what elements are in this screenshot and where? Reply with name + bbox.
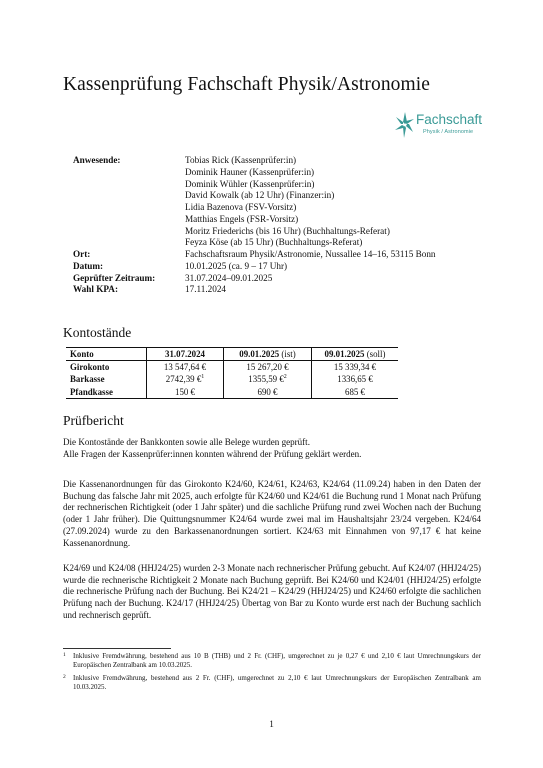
cell-value [312, 386, 399, 399]
info-key: Wahl KPA: [73, 284, 119, 295]
info-value: Dominik Hauner (Kassenprüfer:in) [185, 166, 315, 177]
info-value: Feyza Köse (ab 15 Uhr) (Buchhaltungs-Referat) [185, 237, 363, 248]
cell-amount: 1355,59 € [248, 374, 284, 385]
kontostaende-heading: Kontostände [63, 325, 132, 340]
cell-value [147, 361, 224, 374]
pruefbericht-paragraph-1 [63, 479, 481, 549]
info-value: 31.07.2024–09.01.2025 [185, 272, 273, 283]
cell-value [312, 373, 399, 385]
kontostaende-table [66, 347, 398, 399]
footnote-ref: 2 [283, 374, 287, 381]
pruefbericht-paragraph-2 [63, 563, 481, 622]
info-value: Dominik Wühler (Kassenprüfer:in) [185, 178, 315, 189]
info-value: Fachschaftsraum Physik/Astronomie, Nussallee 14–16, 53115 Bonn [185, 249, 436, 259]
cell-value [224, 361, 312, 374]
cell-value [312, 361, 399, 374]
info-value: Lidia Bazenova (FSV-Vorsitz) [185, 202, 297, 212]
footnote-divider [63, 648, 171, 649]
col-header-date2 [224, 348, 312, 361]
cell-value [147, 386, 224, 399]
logo-star-icon [394, 110, 416, 140]
cell-amount: 13 547,64 € [163, 362, 207, 373]
cell-amount: 685 € [345, 386, 365, 397]
pruefbericht-intro [63, 437, 481, 460]
footnote-text: Inklusive Fremdwährung, bestehend aus 2 Fr. (CHF), umgerechnet zu 2,10 € laut Umrechnungskurs der Europäischen Zentralbank am 10.03.2025. [73, 674, 481, 692]
col-header-date2-value: 09.01.2025 [239, 349, 280, 359]
col-header-konto: Konto [66, 348, 147, 361]
cell-value [147, 373, 224, 385]
row-label: Pfandkasse [66, 386, 147, 399]
info-key: Ort: [73, 249, 91, 259]
info-value: 17.11.2024 [185, 284, 227, 295]
col-header-date1: 31.07.2024 [147, 348, 224, 361]
table-row [66, 373, 398, 385]
intro-line: Die Kontostände der Bankkonten sowie alle Belege wurden geprüft. [63, 437, 310, 447]
footnote-ref: 1 [201, 374, 205, 381]
cell-amount: 2742,39 € [165, 374, 202, 385]
cell-amount: 15 267,20 € [246, 362, 289, 373]
table-row [66, 386, 398, 399]
table-row [66, 361, 398, 374]
footnote-text: Inklusive Fremdwährung, bestehend aus 10 B (THB) und 2 Fr. (CHF), umgerechnet zu je 0,27 € und 2,10 € laut Umrechnungskurs der Europäischen Zentralbank am 10.03.2025. [73, 652, 481, 670]
info-key: Anwesende: [73, 155, 121, 165]
col-header-date2-note: (ist) [281, 349, 296, 359]
cell-value [224, 373, 312, 385]
logo-text: Fachschaft [416, 112, 483, 127]
paragraph-text: Die Kassenanordnungen für das Girokonto K24/60, K24/61, K24/63, K24/64 (11.09.24) haben in den Daten der Buchung das falsche Jahr mit 2025, auch erfolgte für K24/60 und K24/61 die Buchung rund 1 Monat nach Prüfung der rechnerischen Richtigkeit (oder 1 Jahr später) und die sachliche Prüfung rund zwei Wochen nach der Buchung (oder 1 Jahr früher). Die Quittungsnummer K24/64 wurde zwei mal im Haushaltsjahr 23/24 vergeben. K24/64 (27.09.2024) wurde zu den Barkassenanordnungen sortiert. K24/63 mit Einnahmen von 97,17 € hat keine Kassenanordnung. [63, 479, 481, 548]
footnote [63, 674, 481, 692]
footnote [63, 652, 481, 670]
table-header-row [66, 348, 398, 361]
cell-value [224, 386, 312, 399]
col-header-date3 [312, 348, 399, 361]
info-value: 10.01.2025 (ca. 9 – 17 Uhr) [185, 260, 288, 271]
logo-subtext: Physik / Astronomie [423, 129, 474, 135]
info-key: Datum: [73, 260, 104, 271]
row-label: Barkasse [70, 374, 105, 385]
cell-amount: 15 339,34 € [333, 362, 377, 373]
cell-amount: 690 € [257, 386, 278, 397]
info-value: Tobias Rick (Kassenprüfer:in) [185, 155, 297, 165]
cell-amount: 1336,65 € [337, 374, 373, 385]
paragraph-text: K24/69 und K24/08 (HHJ24/25) wurden 2-3 Monate nach rechnerischer Prüfung gebucht. Auf K24/07 (HHJ24/25) wurde die rechnerische Richtigkeit 2 Monate nach Buchung geprüft. Bei K24/60 und K24/01 (HHJ24/25) erfolgte die rechnerische Prüfung nach der Buchung. Bei K24/21 – K24/29 (HHJ24/25) und K24/60 erfolgte die sachlichen Prüfung nach der Buchung. K24/17 (HHJ24/25) Übertag von Bar zu Konto wurde erst nach der Buchung sachlich und rechnerisch geprüft. [63, 563, 481, 620]
info-key: Geprüfter Zeitraum: [73, 272, 156, 283]
intro-line: Alle Fragen der Kassenprüfer:innen konnten während der Prüfung geklärt werden. [63, 448, 362, 459]
page-number: 1 [269, 719, 274, 729]
info-value: Moritz Friederichs (bis 16 Uhr) (Buchhaltungs-Referat) [185, 225, 390, 236]
col-header-date3-value: 09.01.2025 [324, 349, 365, 359]
col-header-date3-note: (soll) [366, 349, 386, 359]
info-value: Matthias Engels (FSR-Vorsitz) [185, 213, 299, 224]
row-label: Girokonto [70, 362, 110, 373]
cell-amount: 150 € [175, 386, 195, 397]
page-title: Kassenprüfung Fachschaft Physik/Astronomie [63, 74, 431, 95]
footnote-number: 2 [63, 674, 66, 680]
pruefbericht-heading: Prüfbericht [63, 413, 124, 428]
info-value: David Kowalk (ab 12 Uhr) (Finanzer:in) [185, 190, 335, 201]
footnote-number: 1 [63, 652, 66, 658]
fachschaft-logo [394, 110, 484, 144]
